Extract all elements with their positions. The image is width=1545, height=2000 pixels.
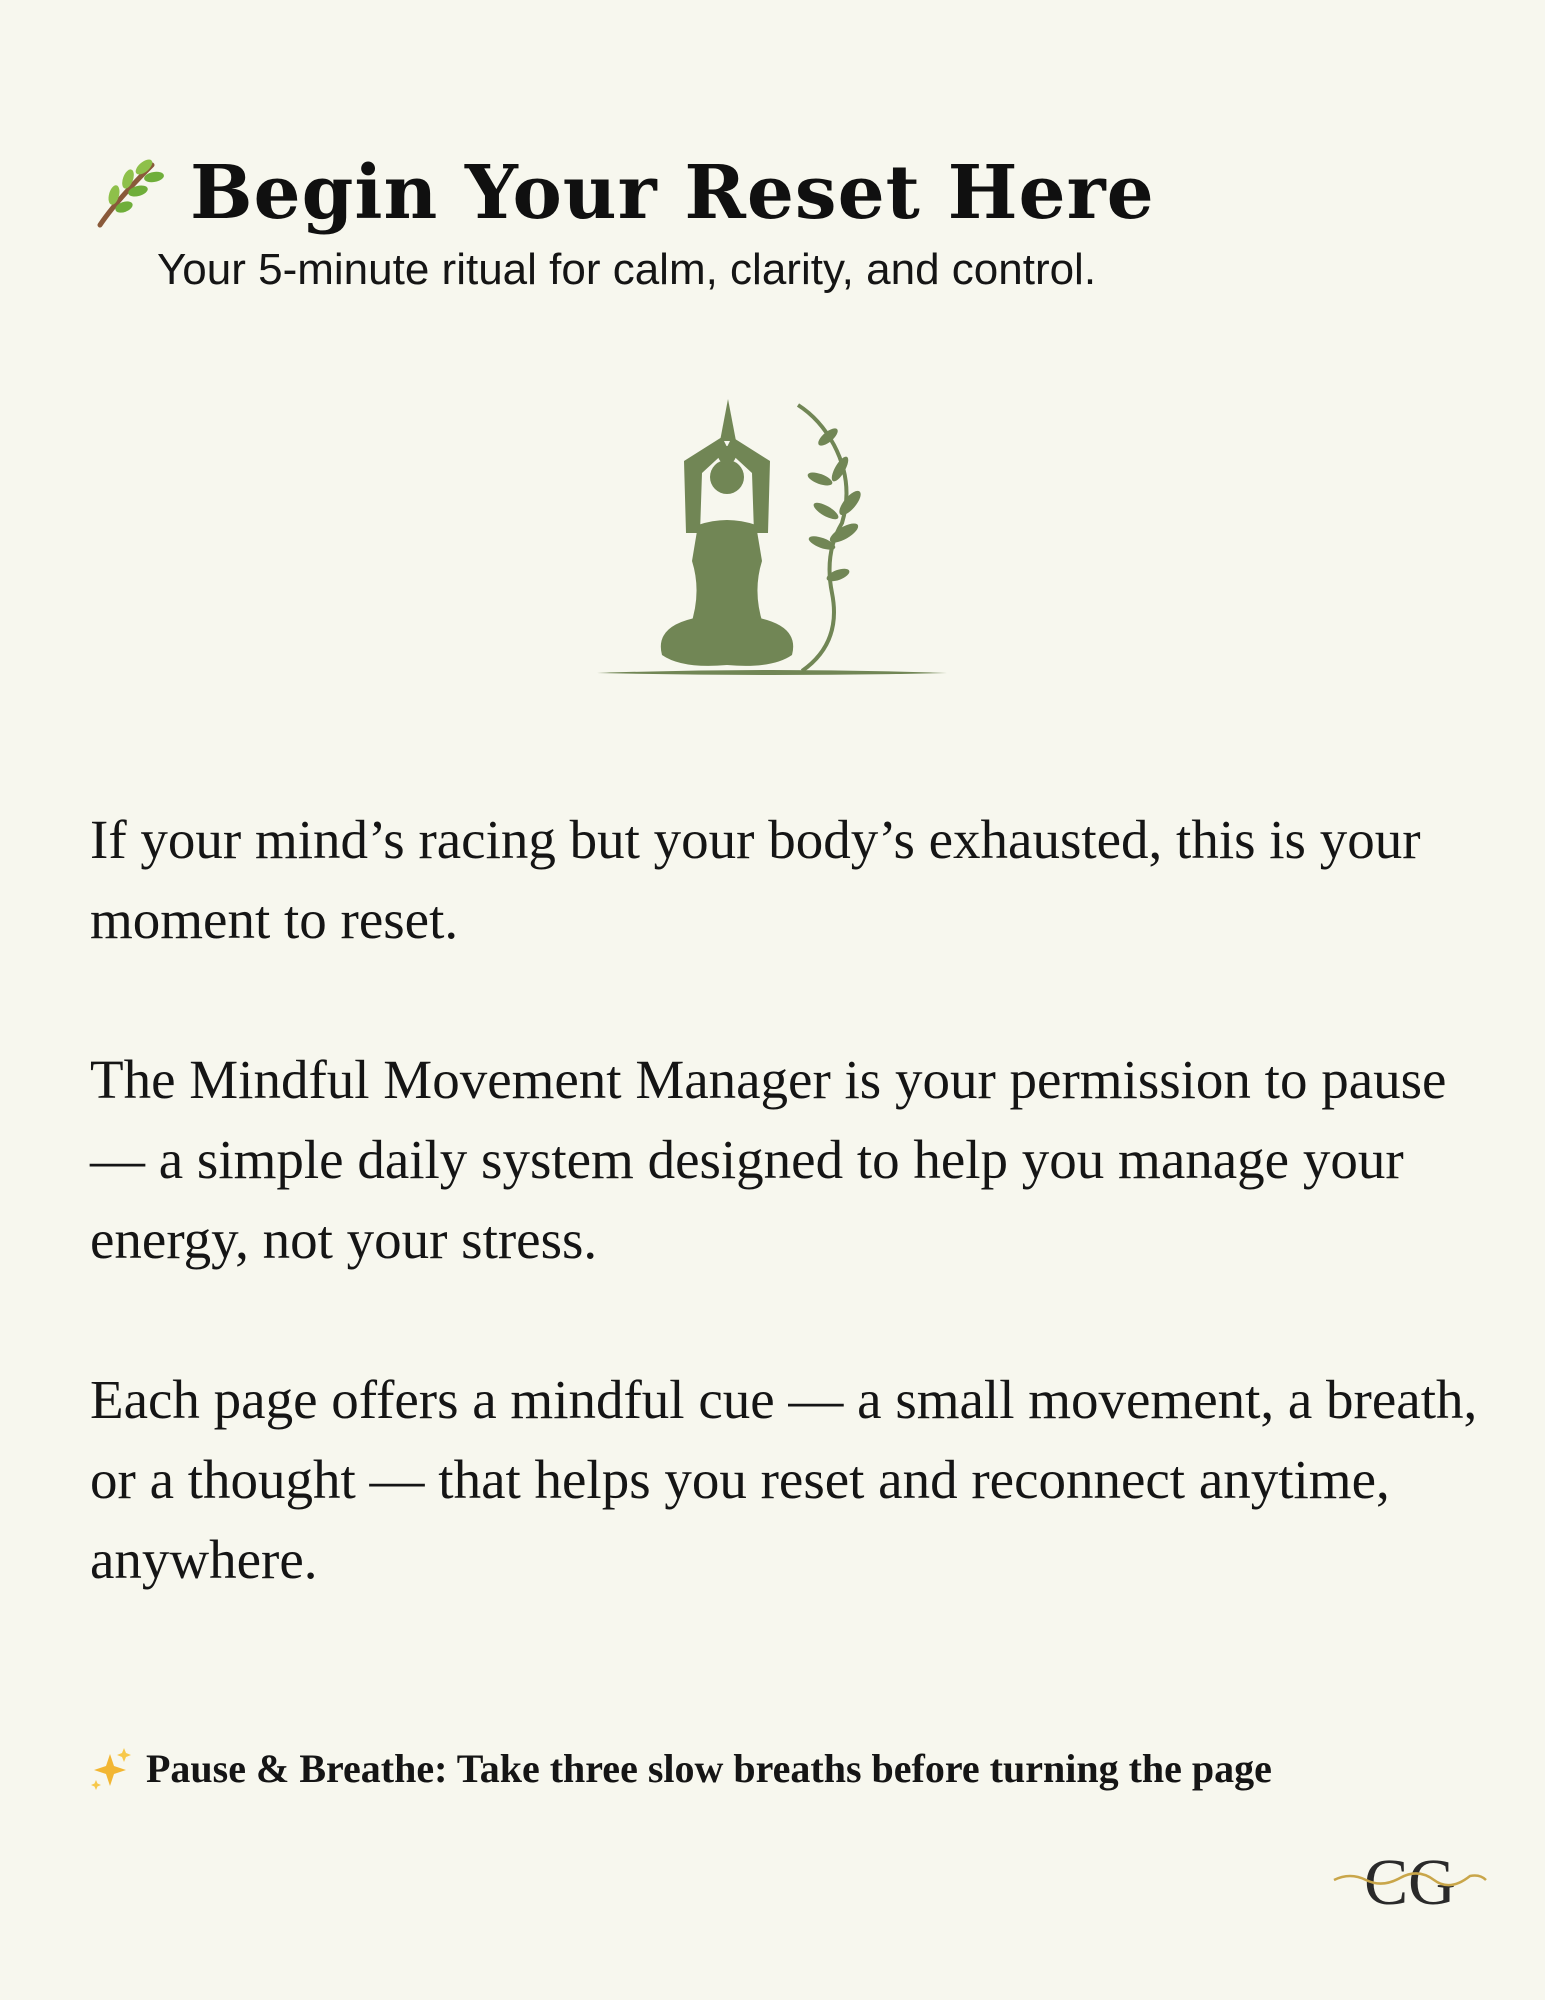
sparkles-icon [88,1746,134,1792]
svg-text:CG: CG [1364,1846,1456,1919]
body-paragraph-1: If your mind’s racing but your body’s exhausted, this is your moment to reset. [90,809,1421,950]
breathe-tip [88,1745,1272,1792]
page-header [90,150,1155,236]
branch-icon [90,155,166,231]
body-paragraph-2: The Mindful Movement Manager is your permission to pause — a simple daily system designed to help you manage your energy, not your stress. [90,1049,1447,1270]
page-title: Begin Your Reset Here [190,150,1155,236]
body-text [90,800,1490,1680]
meditation-figure-icon [592,393,952,683]
cg-monogram-logo [1330,1840,1490,1920]
page-subtitle: Your 5-minute ritual for calm, clarity, and control. [157,245,1097,294]
body-paragraph-3: Each page offers a mindful cue — a small movement, a breath, or a thought — that helps you reset and reconnect anytime, anywhere. [90,1369,1478,1590]
tip-text: Pause & Breathe: Take three slow breaths before turning the page [146,1746,1272,1791]
